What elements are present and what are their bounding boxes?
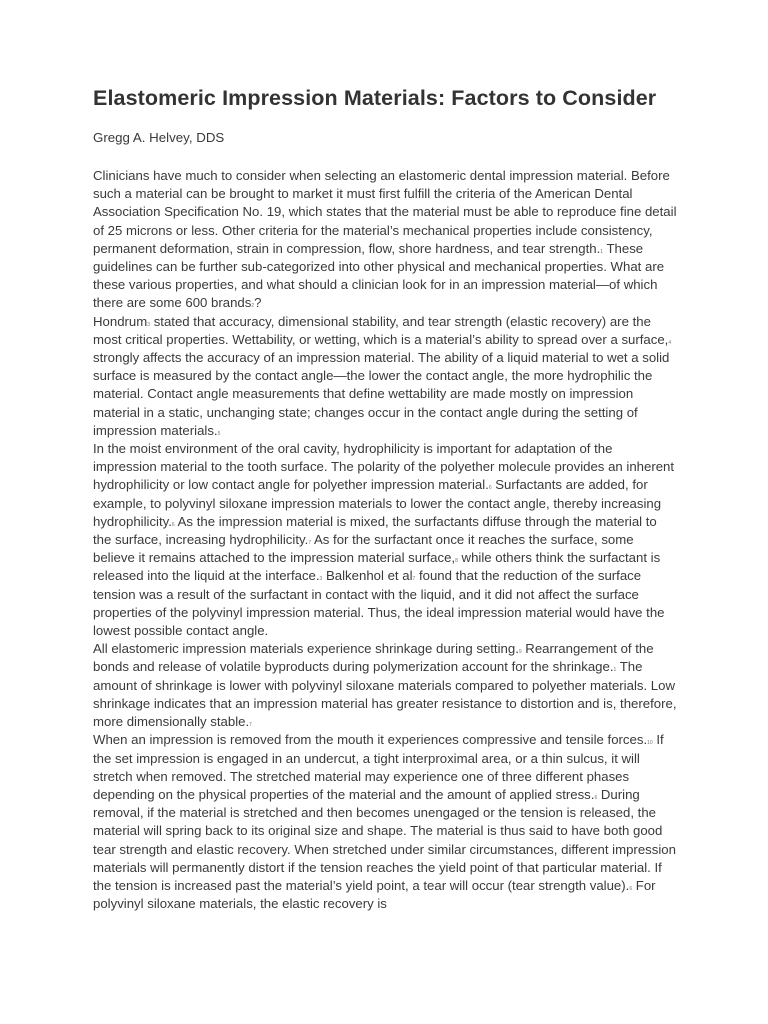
paragraph-text: As for the surfactant once it reaches the surface, some believe it remains attached to the impression material surface, (93, 532, 634, 566)
reference-number: 1 (600, 248, 604, 255)
reference-number: 7 (308, 540, 312, 547)
paragraph-text: while others think the surfactant is released into the liquid at the interface. (93, 550, 661, 584)
paragraph-text: All elastomeric impression materials experience shrinkage during setting. (93, 641, 519, 657)
paragraph-text: Surfactants are added, for example, to polyvinyl siloxane impression materials to lower the contact angle, thereby increasing hydrophilicity. (93, 477, 662, 529)
paragraph-text: If the set impression is engaged in an undercut, a tight interproximal area, or a thin sulcus, it will stretch when removed. The stretched material may experience one of three different phases depending on the physical properties of the material and the amount of applied stress. (93, 732, 664, 802)
paragraph (93, 167, 678, 313)
article-title: Elastomeric Impression Materials: Factors to Consider (93, 86, 657, 110)
paragraph (93, 640, 678, 731)
paragraph-text: During removal, if the material is stretched and then becomes unengaged or the tension is released, the material will spring back to its original size and shape. The material is thus said to have both good tear strength and elastic recovery. When stretched under similar circumstances, different impression materials will permanently distort if the tension reaches the yield point of that particular material. If the tension is increased past the material’s yield point, a tear will occur (tear strength value). (93, 786, 676, 893)
paragraph (93, 313, 678, 440)
reference-number: 8 (455, 558, 458, 565)
article-author: Gregg A. Helvey, DDS (93, 130, 225, 145)
paragraph-text: Clinicians have much to consider when selecting an elastomeric dental impression material. Before such a material can be brought to market it must first fulfill the criteria of the American Dental Association Specification No. 19, which states that the material must be able to reproduce fine detail of 25 microns or less. Other criteria for the material’s mechanical properties include consistency, permanent deformation, strain in compression, flow, shore hardness, and tear strength. (93, 168, 677, 256)
paragraph-text: Hondrum (93, 313, 148, 329)
paragraph-text: As the impression material is mixed, the surfactants diffuse through the material to the surface, increasing hydrophilicity. (93, 513, 657, 548)
reference-number: 6 (629, 885, 633, 892)
reference-number: 3 (319, 576, 323, 583)
paragraph (93, 731, 678, 913)
reference-number: 1 (613, 667, 617, 674)
paragraph-text: In the moist environment of the oral cavity, hydrophilicity is important for adaptation of the impression material to the tooth surface. The polarity of the polyether molecule provides an inherent hydrophilicity or low contact angle for polyether impression material. (93, 441, 675, 493)
reference-number: 6 (171, 521, 175, 528)
paragraph-text: ? (254, 295, 262, 311)
paragraph-text: Rearrangement of the bonds and release of volatile byproducts during polymerization account for the shrinkage. (93, 641, 654, 675)
paragraph (93, 440, 678, 640)
reference-number: 7 (412, 576, 416, 583)
paragraph-text: found that the reduction of the surface tension was a result of the surfactant in contact with the liquid, and it did not affect the surface properties of the polyvinyl impression material. Thus, the ideal impression material would have the lowest possible contact angle. (93, 568, 665, 639)
paragraph-text: For polyvinyl siloxane materials, the elastic recovery is (93, 877, 656, 912)
article (93, 86, 678, 913)
reference-number: 9 (518, 649, 522, 656)
reference-number: 2 (251, 303, 255, 310)
paragraph-text: The amount of shrinkage is lower with polyvinyl siloxane materials compared to polyether materials. Low shrinkage indicates that an impression material has greater resistance to distortion and is, therefore, more dimensionally stable. (93, 659, 677, 730)
reference-number: 7 (249, 722, 252, 729)
paragraph-text: Balkenhol et al (322, 568, 413, 584)
paragraph-text: strongly affects the accuracy of an impression material. The ability of a liquid material to wet a solid surface is measured by the contact angle—the lower the contact angle, the more hydrophilic the material. Contact angle measurements that define wettability are made mostly on impression material in a static, unchanging state; changes occur in the contact angle during the setting of impression materials. (93, 350, 670, 438)
reference-number: 6 (488, 485, 492, 492)
article-body (93, 167, 678, 913)
paragraph-text: These guidelines can be further sub-categorized into other physical and mechanical properties. What are these various properties, and what should a clinician look for in an impression material—of which there are some 600 brands (93, 240, 665, 311)
reference-number: 6 (594, 794, 598, 801)
reference-number: 5 (217, 430, 221, 437)
reference-number: 3 (147, 321, 151, 328)
paragraph-text: stated that accuracy, dimensional stability, and tear strength (elastic recovery) are the most critical properties. Wettability, or wetting, which is a material’s ability to spread over a surface, (93, 313, 669, 347)
paragraph-text: When an impression is removed from the mouth it experiences compressive and tensile forces. (93, 732, 648, 748)
reference-number: 4 (668, 339, 672, 346)
reference-number: 10 (647, 740, 653, 747)
